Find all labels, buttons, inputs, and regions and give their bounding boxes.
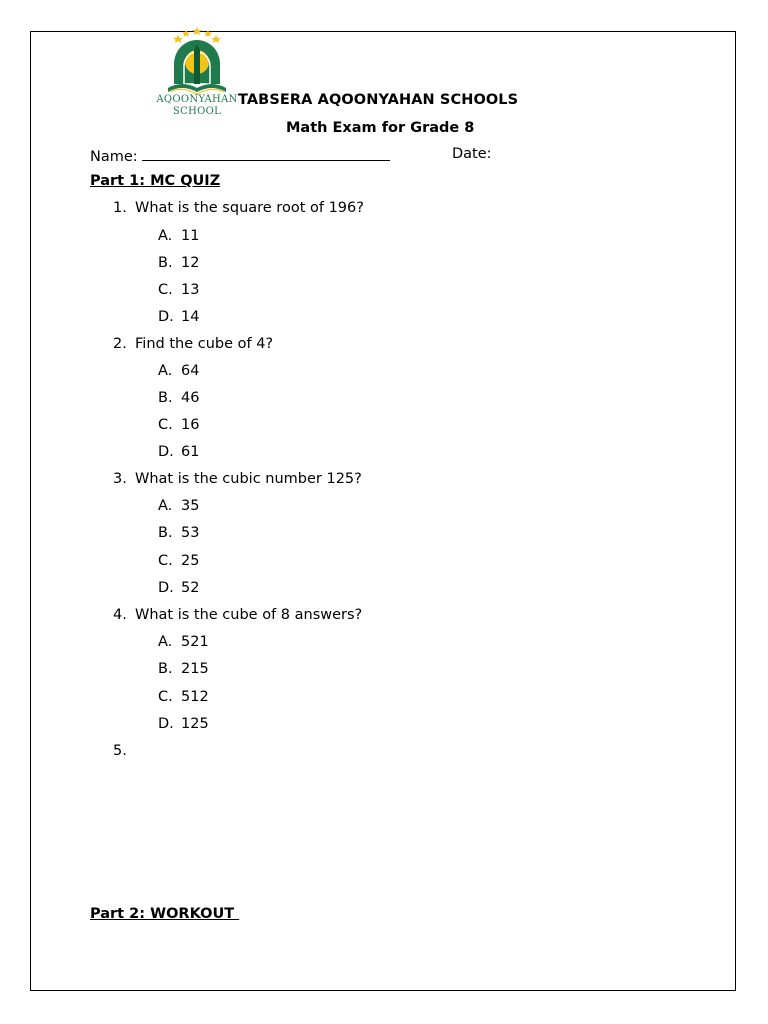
option-letter: C. xyxy=(158,282,173,298)
option-text: 521 xyxy=(181,634,209,650)
option-text: 11 xyxy=(181,228,200,244)
option-letter: C. xyxy=(158,417,173,433)
question-number: 1. xyxy=(113,200,127,216)
question-1-option-a[interactable] xyxy=(158,228,199,244)
logo-text-line1: AQOONYAHAN xyxy=(156,94,238,105)
question-3-option-a[interactable] xyxy=(158,498,199,514)
option-text: 61 xyxy=(181,444,200,460)
question-number: 2. xyxy=(113,336,127,352)
option-letter: D. xyxy=(158,444,174,460)
question-number: 5. xyxy=(113,743,127,759)
option-letter: A. xyxy=(158,228,173,244)
question-text: What is the cube of 8 answers? xyxy=(135,607,363,623)
question-1-option-c[interactable] xyxy=(158,282,199,298)
question-2-option-a[interactable] xyxy=(158,363,199,379)
option-text: 25 xyxy=(181,553,200,569)
question-2-option-d[interactable] xyxy=(158,444,199,460)
question-3-option-b[interactable] xyxy=(158,525,199,541)
question-3 xyxy=(113,471,362,487)
option-letter: D. xyxy=(158,580,174,596)
option-text: 125 xyxy=(181,716,209,732)
option-letter: A. xyxy=(158,634,173,650)
option-letter: B. xyxy=(158,661,173,677)
name-blank-line[interactable] xyxy=(142,146,390,161)
question-2-option-b[interactable] xyxy=(158,390,199,406)
date-label: Date: xyxy=(452,146,492,162)
question-number: 4. xyxy=(113,607,127,623)
question-4-option-c[interactable] xyxy=(158,689,209,705)
part1-heading: Part 1: MC QUIZ xyxy=(90,173,221,189)
question-1-option-b[interactable] xyxy=(158,255,199,271)
question-4-option-a[interactable] xyxy=(158,634,209,650)
option-text: 16 xyxy=(181,417,200,433)
exam-title: Math Exam for Grade 8 xyxy=(286,120,475,136)
question-3-option-c[interactable] xyxy=(158,553,199,569)
option-letter: B. xyxy=(158,390,173,406)
option-text: 12 xyxy=(181,255,200,271)
option-letter: B. xyxy=(158,525,173,541)
school-name: TABSERA AQOONYAHAN SCHOOLS xyxy=(238,92,519,108)
question-text: Find the cube of 4? xyxy=(135,336,274,352)
option-text: 215 xyxy=(181,661,209,677)
option-letter: D. xyxy=(158,309,174,325)
question-number: 3. xyxy=(113,471,127,487)
option-letter: C. xyxy=(158,689,173,705)
question-3-option-d[interactable] xyxy=(158,580,199,596)
question-text: What is the square root of 196? xyxy=(135,200,364,216)
name-label: Name: xyxy=(90,149,138,165)
option-letter: D. xyxy=(158,716,174,732)
question-4-option-d[interactable] xyxy=(158,716,209,732)
question-4 xyxy=(113,607,362,623)
school-logo xyxy=(122,22,272,126)
name-field[interactable] xyxy=(90,146,390,165)
question-5 xyxy=(113,743,135,759)
question-1-option-d[interactable] xyxy=(158,309,199,325)
option-letter: A. xyxy=(158,363,173,379)
question-4-option-b[interactable] xyxy=(158,661,209,677)
question-2-option-c[interactable] xyxy=(158,417,199,433)
option-text: 35 xyxy=(181,498,200,514)
logo-text-line2: SCHOOL xyxy=(172,106,222,117)
question-2 xyxy=(113,336,273,352)
logo-emblem-icon xyxy=(122,22,272,102)
option-text: 64 xyxy=(181,363,200,379)
option-text: 53 xyxy=(181,525,200,541)
option-text: 512 xyxy=(181,689,209,705)
part2-heading: Part 2: WORKOUT xyxy=(90,906,240,922)
option-text: 52 xyxy=(181,580,200,596)
option-text: 14 xyxy=(181,309,200,325)
option-text: 13 xyxy=(181,282,200,298)
option-letter: C. xyxy=(158,553,173,569)
option-letter: B. xyxy=(158,255,173,271)
question-1 xyxy=(113,200,364,216)
option-letter: A. xyxy=(158,498,173,514)
question-text: What is the cubic number 125? xyxy=(135,471,362,487)
option-text: 46 xyxy=(181,390,200,406)
